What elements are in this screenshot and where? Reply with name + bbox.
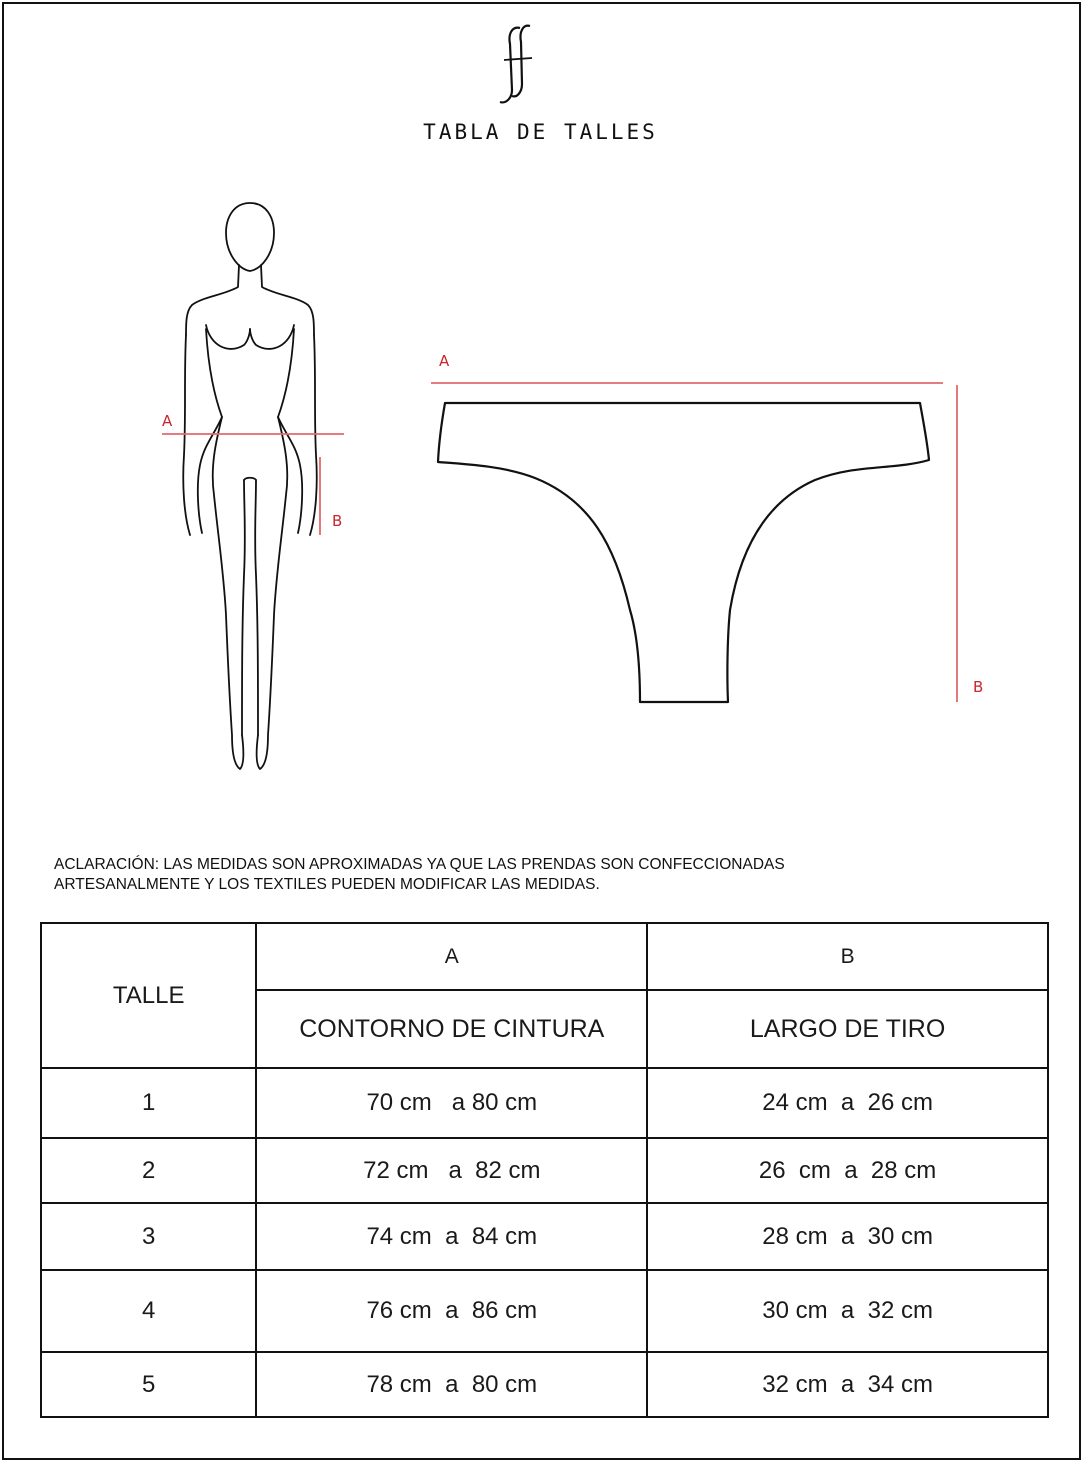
size-table xyxy=(40,922,1049,1418)
cell-contorno: 72 cm a 82 cm xyxy=(256,1138,647,1203)
body-figure-diagram xyxy=(150,195,360,780)
disclaimer-line-2: ARTESANALMENTE Y LOS TEXTILES PUEDEN MODIFICAR LAS MEDIDAS. xyxy=(54,876,600,893)
cell-largo: 28 cm a 30 cm xyxy=(647,1203,1048,1270)
cell-talle: 4 xyxy=(41,1270,256,1352)
disclaimer-line-1: ACLARACIÓN: LAS MEDIDAS SON APROXIMADAS YA QUE LAS PRENDAS SON CONFECCIONADAS xyxy=(54,856,785,873)
header-col-a-name: CONTORNO DE CINTURA xyxy=(256,990,647,1068)
cell-talle: 3 xyxy=(41,1203,256,1270)
table-row xyxy=(41,1203,1048,1270)
cell-largo: 32 cm a 34 cm xyxy=(647,1352,1048,1417)
table-row xyxy=(41,1352,1048,1417)
cell-contorno: 70 cm a 80 cm xyxy=(256,1068,647,1138)
header-talle: TALLE xyxy=(41,923,256,1068)
table-row xyxy=(41,1138,1048,1203)
header-col-b-name: LARGO DE TIRO xyxy=(647,990,1048,1068)
table-row xyxy=(41,1068,1048,1138)
disclaimer-note xyxy=(54,855,1034,895)
cell-talle: 2 xyxy=(41,1138,256,1203)
cell-talle: 5 xyxy=(41,1352,256,1417)
cell-contorno: 78 cm a 80 cm xyxy=(256,1352,647,1417)
logo-text: ff xyxy=(490,20,491,21)
brand-logo xyxy=(490,20,540,110)
figure-label-b: B xyxy=(332,512,343,530)
cell-contorno: 76 cm a 86 cm xyxy=(256,1270,647,1352)
cell-largo: 26 cm a 28 cm xyxy=(647,1138,1048,1203)
table-row xyxy=(41,1270,1048,1352)
cell-talle: 1 xyxy=(41,1068,256,1138)
cell-largo: 24 cm a 26 cm xyxy=(647,1068,1048,1138)
header-col-b-letter: B xyxy=(647,923,1048,990)
figure-label-a: A xyxy=(162,412,173,430)
header-col-a-letter: A xyxy=(256,923,647,990)
garment-diagram xyxy=(425,340,1005,720)
garment-label-b: B xyxy=(973,678,984,696)
cell-contorno: 74 cm a 84 cm xyxy=(256,1203,647,1270)
garment-label-a: A xyxy=(439,352,450,370)
page-title: TABLA DE TALLES xyxy=(423,120,658,144)
table-header-row xyxy=(41,923,1048,990)
cell-largo: 30 cm a 32 cm xyxy=(647,1270,1048,1352)
